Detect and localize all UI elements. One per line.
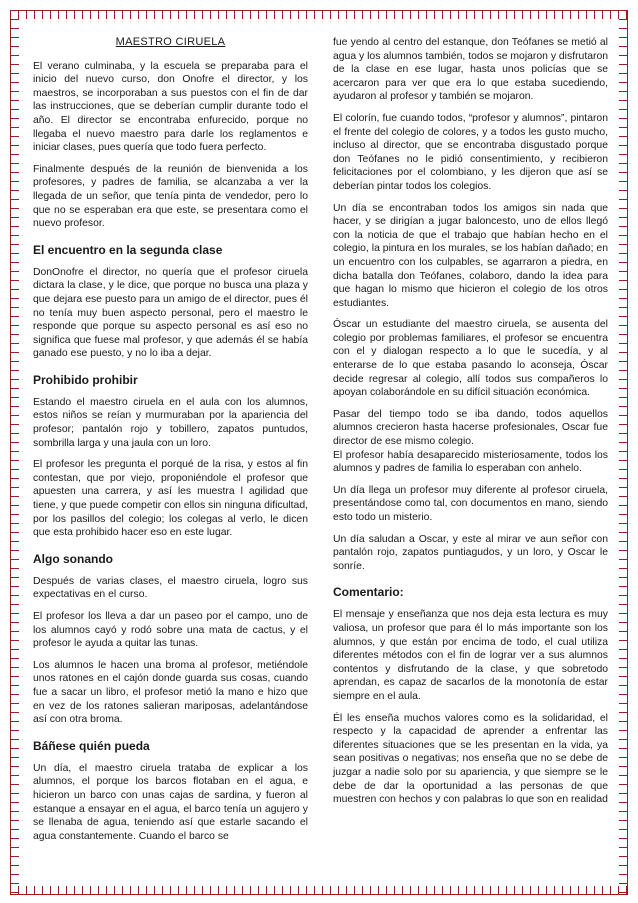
- page-title: MAESTRO CIRUELA: [115, 36, 226, 48]
- paragraph: Después de varias clases, el maestro ciruela, logro sus expectativas en el curso.: [33, 575, 308, 601]
- decorative-border-top: [10, 10, 628, 19]
- paragraph: Él les enseña muchos valores como es la solidaridad, el respecto y la capacidad de aprender a enfrentar las diferentes situaciones que se les presentan en la vida, ya sean positivas o negativas; nos enseña que no se debe de juzgar a nadie solo por su apariencia, y que siempre se le debe de dar la oportunidad a las personas de que muestren con hechos y con palabras lo que son en realidad: [333, 712, 608, 806]
- paragraph: fue yendo al centro del estanque, don Teófanes se metió al agua y los alumnos también, todos se mojaron y disfrutaron de la clase en ese lugar, hasta unos policías que se acercaron para ver que era lo que estaba sucediendo, ayudaron al profesor y también se mojaron.: [333, 37, 608, 103]
- right-column: [333, 36, 608, 886]
- left-column: [33, 36, 308, 886]
- paragraph: Estando el maestro ciruela en el aula con los alumnos, estos niños se reían y murmuraban por la apariencia del profesor; pantalón rojo y tobillero, zapatos puntudos, sombrilla larga y una jaula con un loro.: [33, 396, 308, 449]
- paragraph: Los alumnos le hacen una broma al profesor, metiéndole unos ratones en el cajón donde guarda sus cosas, cuando fue a sacar un libro, el profesor metió la mano e hizo que en vez de los ratones salieran mariposas, adelantándose así con otra broma.: [33, 659, 308, 726]
- decorative-border-right: [619, 10, 628, 895]
- section-heading: Prohibido prohibir: [33, 372, 138, 387]
- paragraph: Un día se encontraban todos los amigos sin nada que hacer, y se dirigían a jugar baloncesto, uno de ellos llegó con la noticia de que el trabajo que habían hecho en el colegio, la pintura en los murales, se los habían dañado; en un encuentro con los culpables, se agarraron a piedra, en dicha batalla don Teófanes, colaboro, dando la idea para que hagan lo mismo que hicieron el colegio de los otros estudiantes.: [333, 202, 608, 309]
- paragraph: El profesor los lleva a dar un paseo por el campo, uno de los alumnos cayó y rodó sobre una mata de cactus, y el profesor le ayuda a quitar las tunas.: [33, 611, 308, 650]
- paragraph: Un día saludan a Oscar, y este al mirar ve aun señor con pantalón rojo, zapatos puntiagudos, y un loro, y Oscar le sonríe.: [333, 533, 608, 572]
- section-heading: El encuentro en la segunda clase: [33, 242, 223, 257]
- paragraph: Un día, el maestro ciruela trataba de explicar a los alumnos, el porque los barcos flotaban en el agua, e hicieron un barco con unas cajas de sardina, y fueron al estanque a ensayar en el agua, el barco tenía un agujero y se llenaba de agua, teniendo así que estarle sacando el agua constantemente. Cuando el barco se: [33, 762, 308, 842]
- paragraph: El mensaje y enseñanza que nos deja esta lectura es muy valiosa, un profesor que para él lo más importante son los alumnos, y que están por encima de todo, el cual utiliza diferentes métodos con el fin de lograr ver a sus alumnos contentos y disfrutando de la clase, y que sobretodo aprendan, es capaz de sacarlos de la monotonía de estar siempre en el aula.: [333, 609, 608, 702]
- section-heading: Algo sonando: [33, 551, 113, 566]
- paragraph: El colorín, fue cuando todos, “profesor y alumnos”, pintaron el frente del colegio de colores, y a todos les gusto mucho, incluso al director, que se encontraba disgustado porque don Teófanes no le pidió consentimiento, y recibieron felicitaciones por el colombiano, y les dijeron que así se deberían pintar todos los colegios.: [333, 112, 608, 192]
- paragraph: Un día llega un profesor muy diferente al profesor ciruela, presentándose como tal, con documentos en mano, siendo esto todo un misterio.: [333, 484, 608, 523]
- paragraph: Pasar del tiempo todo se iba dando, todos aquellos alumnos crecieron hasta hacerse profesionales, Oscar fue director de ese mismo colegio. El profesor había desaparecido misteriosamente, todos los alumnos y padres de familia lo esperaban con anhelo.: [333, 408, 608, 475]
- paragraph: DonOnofre el director, no quería que el profesor ciruela dictara la clase, y le dice, que porque no busca una plaza y que dejara ese puesto para un amigo de el director, pues él no tenía muy buen aspecto personal, pero el maestro le responde que porque su aspecto personal es así eso no significa que fuese mal profesor, y que además él se había ganado ese puesto, y no lo iba a dejar.: [33, 266, 308, 360]
- section-heading: Báñese quién pueda: [33, 738, 150, 753]
- section-heading: Comentario:: [333, 585, 404, 600]
- paragraph: Finalmente después de la reunión de bienvenida a los profesores, y padres de familia, se alcanzaba a ver la llegada de un señor, que tenía pinta de vendedor, pero lo que no se esperaban era que este, se presentara como el nuevo profesor.: [33, 163, 308, 230]
- paragraph: El verano culminaba, y la escuela se preparaba para el inicio del nuevo curso, don Onofre el director, y los maestros, se incorporaban a sus puestos con el fin de dar las instrucciones, que se deberían cumplir durante todo el año. El director se encontraba enfurecido, porque no llegaba el nuevo maestro para darle los reglamentos e iniciar clases, pues quería que todo fuera perfecto.: [33, 60, 308, 154]
- decorative-border-left: [10, 10, 19, 895]
- paragraph: Óscar un estudiante del maestro ciruela, se ausenta del colegio por problemas familiares, el profesor se encuentra con el y dialogan respecto a lo que le sucedía, y al enterarse de lo que estaba pasando lo aconseja, Óscar decide regresar al colegio, allí todos sus compañeros lo apoyan colaborándole en su difícil situación económica.: [333, 319, 608, 399]
- paragraph: El profesor les pregunta el porqué de la risa, y estos al fin contestan, que por viejo, proponiéndole el profesor que apuesten una carrera, y así les muestra l agilidad que tiene, y que puede competir con ellos sin ninguna dificultad, por los pasillos del colegio; los colegas al verlo, le dicen que esta prohibido hacer eso en este lugar.: [33, 459, 308, 539]
- decorative-border-bottom: [10, 886, 628, 895]
- document-body: [33, 36, 608, 886]
